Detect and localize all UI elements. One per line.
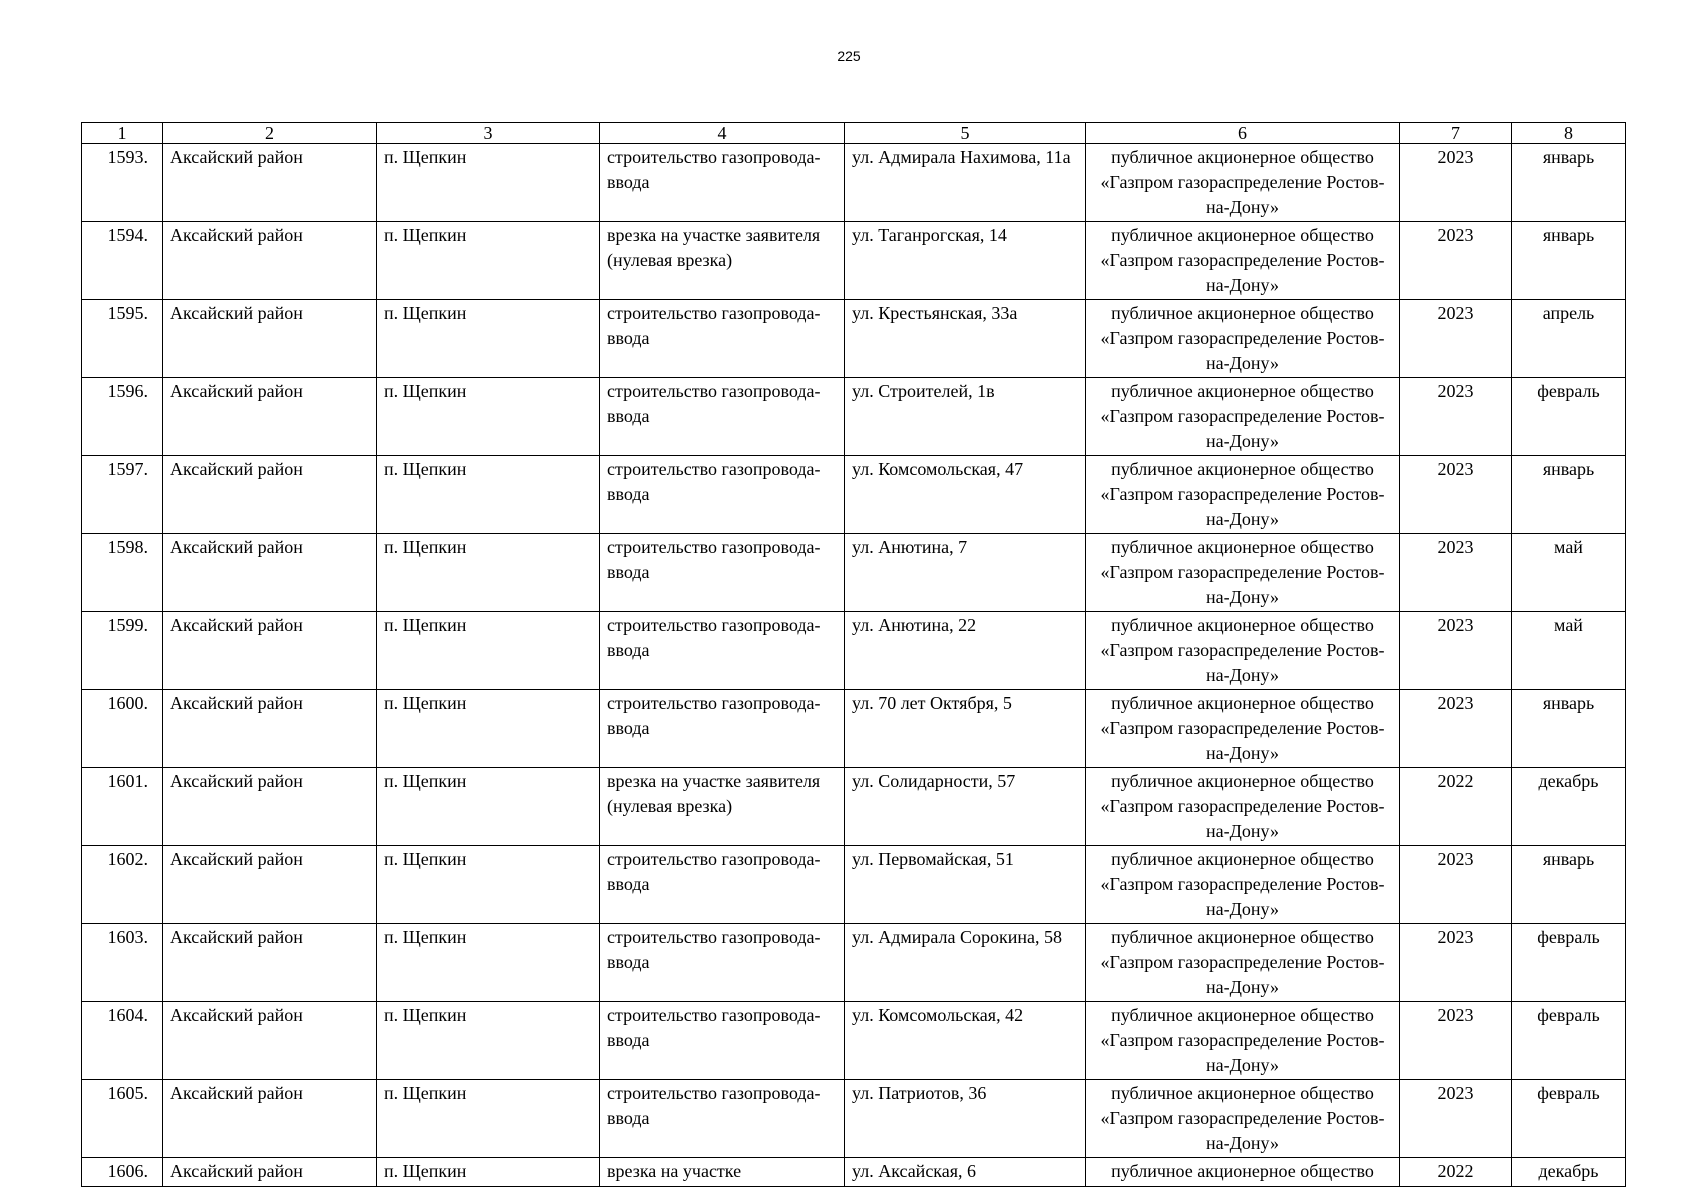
- year-cell: 2023: [1400, 690, 1512, 768]
- settlement-cell: п. Щепкин: [377, 456, 600, 534]
- organization-cell: публичное акционерное общество «Газпром газораспределение Ростов-на-Дону»: [1086, 768, 1400, 846]
- address-cell: ул. Аксайская, 6: [845, 1158, 1086, 1187]
- column-header: 5: [845, 123, 1086, 144]
- year-cell: 2023: [1400, 300, 1512, 378]
- district-cell: Аксайский район: [163, 1158, 377, 1187]
- settlement-cell: п. Щепкин: [377, 1002, 600, 1080]
- district-cell: Аксайский район: [163, 690, 377, 768]
- column-header: 2: [163, 123, 377, 144]
- table-header-row: [82, 123, 1626, 144]
- settlement-cell: п. Щепкин: [377, 378, 600, 456]
- address-cell: ул. Анютина, 7: [845, 534, 1086, 612]
- year-cell: 2022: [1400, 768, 1512, 846]
- row-number: 1598.: [82, 534, 163, 612]
- address-cell: ул. Адмирала Нахимова, 11а: [845, 144, 1086, 222]
- district-cell: Аксайский район: [163, 456, 377, 534]
- district-cell: Аксайский район: [163, 222, 377, 300]
- column-header: 7: [1400, 123, 1512, 144]
- organization-cell: публичное акционерное общество «Газпром газораспределение Ростов-на-Дону»: [1086, 144, 1400, 222]
- table-row: [82, 690, 1626, 768]
- address-cell: ул. Комсомольская, 47: [845, 456, 1086, 534]
- organization-cell: публичное акционерное общество «Газпром газораспределение Ростов-на-Дону»: [1086, 924, 1400, 1002]
- organization-cell: публичное акционерное общество «Газпром газораспределение Ростов-на-Дону»: [1086, 222, 1400, 300]
- month-cell: май: [1512, 612, 1626, 690]
- organization-cell: публичное акционерное общество «Газпром газораспределение Ростов-на-Дону»: [1086, 300, 1400, 378]
- settlement-cell: п. Щепкин: [377, 222, 600, 300]
- organization-cell: публичное акционерное общество «Газпром газораспределение Ростов-на-Дону»: [1086, 378, 1400, 456]
- district-cell: Аксайский район: [163, 1002, 377, 1080]
- table-row: [82, 1002, 1626, 1080]
- district-cell: Аксайский район: [163, 144, 377, 222]
- settlement-cell: п. Щепкин: [377, 690, 600, 768]
- work-type-cell: строительство газопровода-ввода: [600, 378, 845, 456]
- settlement-cell: п. Щепкин: [377, 144, 600, 222]
- row-number: 1599.: [82, 612, 163, 690]
- year-cell: 2023: [1400, 144, 1512, 222]
- month-cell: январь: [1512, 222, 1626, 300]
- district-cell: Аксайский район: [163, 1080, 377, 1158]
- month-cell: январь: [1512, 690, 1626, 768]
- work-type-cell: врезка на участке: [600, 1158, 845, 1187]
- row-number: 1603.: [82, 924, 163, 1002]
- organization-cell: публичное акционерное общество «Газпром газораспределение Ростов-на-Дону»: [1086, 456, 1400, 534]
- year-cell: 2023: [1400, 924, 1512, 1002]
- row-number: 1593.: [82, 144, 163, 222]
- month-cell: февраль: [1512, 924, 1626, 1002]
- year-cell: 2022: [1400, 1158, 1512, 1187]
- address-cell: ул. Анютина, 22: [845, 612, 1086, 690]
- row-number: 1596.: [82, 378, 163, 456]
- table-row: [82, 1158, 1626, 1187]
- settlement-cell: п. Щепкин: [377, 534, 600, 612]
- address-cell: ул. Адмирала Сорокина, 58: [845, 924, 1086, 1002]
- settlement-cell: п. Щепкин: [377, 612, 600, 690]
- month-cell: апрель: [1512, 300, 1626, 378]
- organization-cell: публичное акционерное общество «Газпром газораспределение Ростов-на-Дону»: [1086, 1002, 1400, 1080]
- table-row: [82, 768, 1626, 846]
- row-number: 1602.: [82, 846, 163, 924]
- year-cell: 2023: [1400, 846, 1512, 924]
- settlement-cell: п. Щепкин: [377, 846, 600, 924]
- year-cell: 2023: [1400, 222, 1512, 300]
- column-header: 8: [1512, 123, 1626, 144]
- organization-cell: публичное акционерное общество «Газпром газораспределение Ростов-на-Дону»: [1086, 612, 1400, 690]
- work-type-cell: врезка на участке заявителя (нулевая врезка): [600, 768, 845, 846]
- district-cell: Аксайский район: [163, 846, 377, 924]
- month-cell: февраль: [1512, 1080, 1626, 1158]
- work-type-cell: строительство газопровода-ввода: [600, 612, 845, 690]
- row-number: 1605.: [82, 1080, 163, 1158]
- year-cell: 2023: [1400, 1002, 1512, 1080]
- gas-connection-table: [81, 122, 1626, 1187]
- work-type-cell: строительство газопровода-ввода: [600, 924, 845, 1002]
- work-type-cell: строительство газопровода-ввода: [600, 300, 845, 378]
- year-cell: 2023: [1400, 534, 1512, 612]
- table-row: [82, 846, 1626, 924]
- row-number: 1604.: [82, 1002, 163, 1080]
- district-cell: Аксайский район: [163, 612, 377, 690]
- month-cell: февраль: [1512, 378, 1626, 456]
- year-cell: 2023: [1400, 1080, 1512, 1158]
- work-type-cell: строительство газопровода-ввода: [600, 846, 845, 924]
- settlement-cell: п. Щепкин: [377, 1158, 600, 1187]
- table-body: [82, 123, 1626, 1187]
- work-type-cell: строительство газопровода-ввода: [600, 534, 845, 612]
- table-row: [82, 378, 1626, 456]
- address-cell: ул. Первомайская, 51: [845, 846, 1086, 924]
- month-cell: февраль: [1512, 1002, 1626, 1080]
- work-type-cell: строительство газопровода-ввода: [600, 690, 845, 768]
- work-type-cell: врезка на участке заявителя (нулевая врезка): [600, 222, 845, 300]
- month-cell: май: [1512, 534, 1626, 612]
- row-number: 1597.: [82, 456, 163, 534]
- column-header: 4: [600, 123, 845, 144]
- address-cell: ул. 70 лет Октября, 5: [845, 690, 1086, 768]
- district-cell: Аксайский район: [163, 534, 377, 612]
- work-type-cell: строительство газопровода-ввода: [600, 456, 845, 534]
- row-number: 1595.: [82, 300, 163, 378]
- table-row: [82, 222, 1626, 300]
- column-header: 3: [377, 123, 600, 144]
- organization-cell: публичное акционерное общество «Газпром газораспределение Ростов-на-Дону»: [1086, 534, 1400, 612]
- row-number: 1594.: [82, 222, 163, 300]
- table-row: [82, 456, 1626, 534]
- row-number: 1606.: [82, 1158, 163, 1187]
- work-type-cell: строительство газопровода-ввода: [600, 1002, 845, 1080]
- month-cell: январь: [1512, 846, 1626, 924]
- address-cell: ул. Строителей, 1в: [845, 378, 1086, 456]
- address-cell: ул. Солидарности, 57: [845, 768, 1086, 846]
- organization-cell: публичное акционерное общество: [1086, 1158, 1400, 1187]
- row-number: 1601.: [82, 768, 163, 846]
- district-cell: Аксайский район: [163, 924, 377, 1002]
- settlement-cell: п. Щепкин: [377, 768, 600, 846]
- table-row: [82, 534, 1626, 612]
- address-cell: ул. Патриотов, 36: [845, 1080, 1086, 1158]
- organization-cell: публичное акционерное общество «Газпром газораспределение Ростов-на-Дону»: [1086, 846, 1400, 924]
- settlement-cell: п. Щепкин: [377, 1080, 600, 1158]
- table-row: [82, 1080, 1626, 1158]
- address-cell: ул. Таганрогская, 14: [845, 222, 1086, 300]
- year-cell: 2023: [1400, 456, 1512, 534]
- year-cell: 2023: [1400, 612, 1512, 690]
- month-cell: декабрь: [1512, 1158, 1626, 1187]
- month-cell: декабрь: [1512, 768, 1626, 846]
- month-cell: январь: [1512, 456, 1626, 534]
- table-row: [82, 924, 1626, 1002]
- work-type-cell: строительство газопровода-ввода: [600, 1080, 845, 1158]
- column-header: 6: [1086, 123, 1400, 144]
- page-number: 225: [837, 48, 861, 64]
- address-cell: ул. Комсомольская, 42: [845, 1002, 1086, 1080]
- month-cell: январь: [1512, 144, 1626, 222]
- address-cell: ул. Крестьянская, 33а: [845, 300, 1086, 378]
- settlement-cell: п. Щепкин: [377, 300, 600, 378]
- table-row: [82, 300, 1626, 378]
- organization-cell: публичное акционерное общество «Газпром газораспределение Ростов-на-Дону»: [1086, 1080, 1400, 1158]
- row-number: 1600.: [82, 690, 163, 768]
- work-type-cell: строительство газопровода-ввода: [600, 144, 845, 222]
- organization-cell: публичное акционерное общество «Газпром газораспределение Ростов-на-Дону»: [1086, 690, 1400, 768]
- table-row: [82, 144, 1626, 222]
- district-cell: Аксайский район: [163, 378, 377, 456]
- district-cell: Аксайский район: [163, 300, 377, 378]
- district-cell: Аксайский район: [163, 768, 377, 846]
- year-cell: 2023: [1400, 378, 1512, 456]
- column-header: 1: [82, 123, 163, 144]
- table-row: [82, 612, 1626, 690]
- settlement-cell: п. Щепкин: [377, 924, 600, 1002]
